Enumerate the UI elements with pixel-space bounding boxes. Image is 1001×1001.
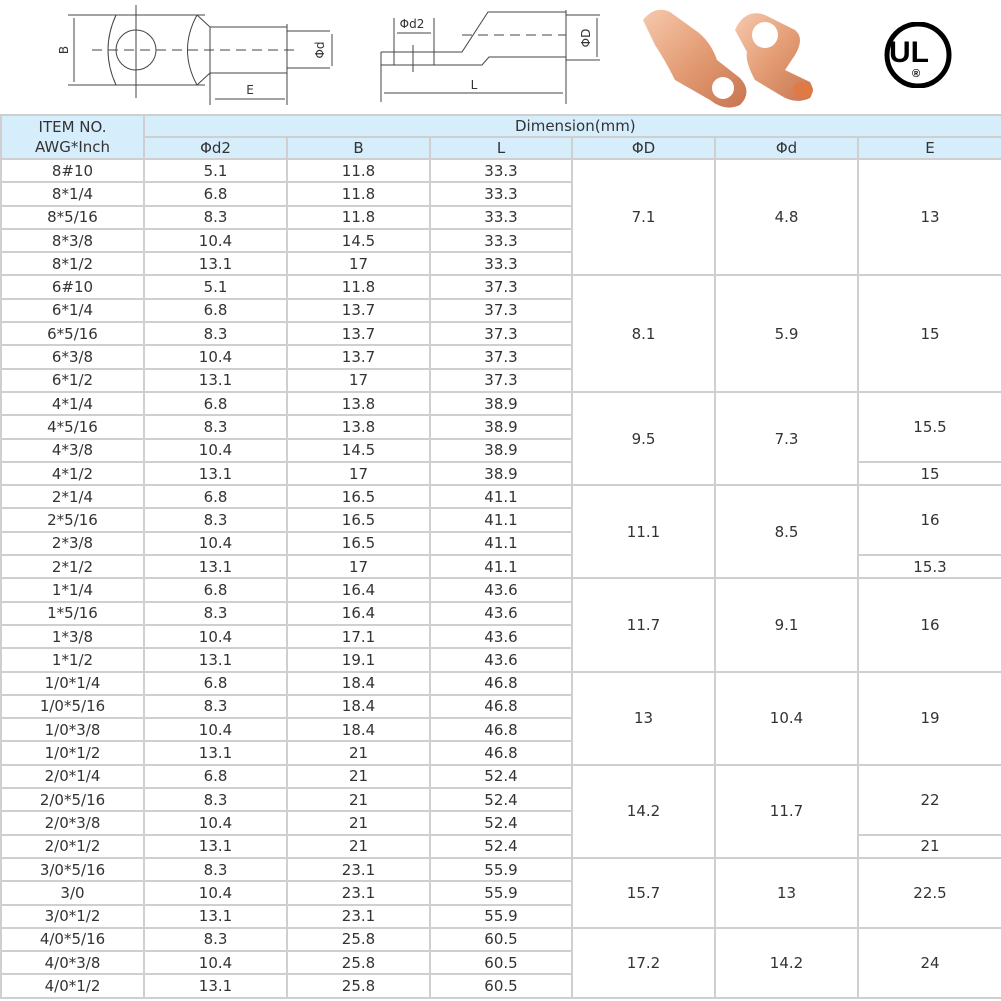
b-cell: 16.5 — [287, 508, 430, 531]
item-cell: 2/0*1/2 — [1, 835, 144, 858]
l-cell: 43.6 — [430, 602, 572, 625]
b-cell: 23.1 — [287, 881, 430, 904]
l-cell: 41.1 — [430, 555, 572, 578]
l-cell: 43.6 — [430, 625, 572, 648]
l-cell: 37.3 — [430, 345, 572, 368]
table-row — [1, 275, 1001, 298]
l-cell: 41.1 — [430, 485, 572, 508]
lug-top-view-diagram — [50, 5, 350, 105]
l-cell: 33.3 — [430, 159, 572, 182]
b-cell: 11.8 — [287, 182, 430, 205]
e-cell: 24 — [858, 928, 1001, 998]
l-cell: 37.3 — [430, 369, 572, 392]
b-cell: 25.8 — [287, 951, 430, 974]
b-cell: 25.8 — [287, 974, 430, 997]
label-phi-big-d: ΦD — [579, 28, 593, 48]
label-phi-d: Φd — [313, 41, 327, 59]
item-cell: 1*3/8 — [1, 625, 144, 648]
item-cell: 1*5/16 — [1, 602, 144, 625]
header-e: E — [858, 137, 1001, 159]
b-cell: 21 — [287, 811, 430, 834]
phi-d2-cell: 5.1 — [144, 275, 287, 298]
item-cell: 6*1/4 — [1, 299, 144, 322]
b-cell: 16.4 — [287, 578, 430, 601]
l-cell: 38.9 — [430, 392, 572, 415]
item-cell: 2*1/4 — [1, 485, 144, 508]
phi-d2-cell: 6.8 — [144, 392, 287, 415]
header-phi-big-d: ΦD — [572, 137, 715, 159]
phi-d2-cell: 10.4 — [144, 881, 287, 904]
l-cell: 60.5 — [430, 974, 572, 997]
phi-d-cell: 7.3 — [715, 392, 858, 485]
phi-d2-cell: 13.1 — [144, 369, 287, 392]
b-cell: 13.7 — [287, 345, 430, 368]
svg-text:®: ® — [911, 68, 921, 80]
item-cell: 8*1/4 — [1, 182, 144, 205]
item-cell: 3/0 — [1, 881, 144, 904]
l-cell: 43.6 — [430, 578, 572, 601]
l-cell: 52.4 — [430, 811, 572, 834]
svg-text:UL: UL — [889, 36, 929, 69]
item-cell: 2*5/16 — [1, 508, 144, 531]
phi-d-cell: 8.5 — [715, 485, 858, 578]
phi-d2-cell: 8.3 — [144, 206, 287, 229]
header-illustrations — [0, 0, 1001, 113]
header-phi-d2: Φd2 — [144, 137, 287, 159]
b-cell: 23.1 — [287, 858, 430, 881]
l-cell: 46.8 — [430, 695, 572, 718]
phi-d2-cell: 8.3 — [144, 928, 287, 951]
phi-big-d-cell: 8.1 — [572, 275, 715, 391]
l-cell: 60.5 — [430, 928, 572, 951]
b-cell: 18.4 — [287, 672, 430, 695]
phi-d-cell: 11.7 — [715, 765, 858, 858]
b-cell: 13.8 — [287, 415, 430, 438]
item-cell: 4*1/4 — [1, 392, 144, 415]
phi-d-cell: 13 — [715, 858, 858, 928]
e-cell: 13 — [858, 159, 1001, 275]
phi-d2-cell: 6.8 — [144, 182, 287, 205]
phi-d2-cell: 8.3 — [144, 858, 287, 881]
table-row — [1, 485, 1001, 508]
phi-big-d-cell: 11.7 — [572, 578, 715, 671]
phi-d2-cell: 6.8 — [144, 299, 287, 322]
ul-logo — [882, 22, 954, 88]
item-cell: 6*1/2 — [1, 369, 144, 392]
b-cell: 23.1 — [287, 905, 430, 928]
item-cell: 8#10 — [1, 159, 144, 182]
b-cell: 14.5 — [287, 439, 430, 462]
l-cell: 46.8 — [430, 741, 572, 764]
item-cell: 1/0*5/16 — [1, 695, 144, 718]
phi-d2-cell: 13.1 — [144, 835, 287, 858]
b-cell: 16.4 — [287, 602, 430, 625]
label-phi-d2: Φd2 — [399, 17, 425, 31]
l-cell: 37.3 — [430, 322, 572, 345]
phi-d2-cell: 13.1 — [144, 741, 287, 764]
l-cell: 37.3 — [430, 275, 572, 298]
lug-side-view-diagram — [370, 5, 610, 105]
phi-d2-cell: 13.1 — [144, 974, 287, 997]
b-cell: 14.5 — [287, 229, 430, 252]
phi-d2-cell: 10.4 — [144, 625, 287, 648]
item-cell: 1/0*1/2 — [1, 741, 144, 764]
phi-d2-cell: 8.3 — [144, 322, 287, 345]
label-l: L — [470, 78, 478, 92]
header-item-line2: AWG*Inch — [34, 138, 111, 156]
b-cell: 19.1 — [287, 648, 430, 671]
b-cell: 17 — [287, 369, 430, 392]
l-cell: 46.8 — [430, 672, 572, 695]
item-cell: 4*1/2 — [1, 462, 144, 485]
l-cell: 33.3 — [430, 206, 572, 229]
phi-big-d-cell: 14.2 — [572, 765, 715, 858]
header-item-no — [1, 115, 144, 159]
e-cell: 22 — [858, 765, 1001, 835]
item-cell: 2*1/2 — [1, 555, 144, 578]
phi-d2-cell: 10.4 — [144, 345, 287, 368]
phi-d2-cell: 8.3 — [144, 695, 287, 718]
e-cell: 15 — [858, 462, 1001, 485]
item-cell: 3/0*5/16 — [1, 858, 144, 881]
item-cell: 6*3/8 — [1, 345, 144, 368]
phi-d2-cell: 8.3 — [144, 415, 287, 438]
header-b: B — [287, 137, 430, 159]
l-cell: 52.4 — [430, 765, 572, 788]
b-cell: 16.5 — [287, 532, 430, 555]
header-phi-d: Φd — [715, 137, 858, 159]
label-b: B — [57, 45, 71, 55]
phi-d2-cell: 10.4 — [144, 811, 287, 834]
table-row — [1, 578, 1001, 601]
item-cell: 1/0*3/8 — [1, 718, 144, 741]
table-row — [1, 159, 1001, 182]
phi-big-d-cell: 15.7 — [572, 858, 715, 928]
dimension-table-container — [0, 114, 1001, 999]
phi-d-cell: 10.4 — [715, 672, 858, 765]
phi-d2-cell: 13.1 — [144, 555, 287, 578]
phi-d-cell: 4.8 — [715, 159, 858, 275]
table-row — [1, 765, 1001, 788]
item-cell: 2*3/8 — [1, 532, 144, 555]
item-cell: 4*5/16 — [1, 415, 144, 438]
table-row — [1, 858, 1001, 881]
phi-big-d-cell: 17.2 — [572, 928, 715, 998]
l-cell: 41.1 — [430, 508, 572, 531]
item-cell: 4/0*5/16 — [1, 928, 144, 951]
l-cell: 43.6 — [430, 648, 572, 671]
e-cell: 21 — [858, 835, 1001, 858]
b-cell: 17 — [287, 462, 430, 485]
phi-d2-cell: 13.1 — [144, 648, 287, 671]
item-cell: 1/0*1/4 — [1, 672, 144, 695]
b-cell: 16.5 — [287, 485, 430, 508]
b-cell: 17.1 — [287, 625, 430, 648]
phi-d2-cell: 6.8 — [144, 672, 287, 695]
item-cell: 4*3/8 — [1, 439, 144, 462]
l-cell: 60.5 — [430, 951, 572, 974]
table-row — [1, 392, 1001, 415]
b-cell: 21 — [287, 835, 430, 858]
b-cell: 18.4 — [287, 718, 430, 741]
e-cell: 19 — [858, 672, 1001, 765]
b-cell: 18.4 — [287, 695, 430, 718]
item-cell: 6*5/16 — [1, 322, 144, 345]
b-cell: 11.8 — [287, 275, 430, 298]
phi-d2-cell: 13.1 — [144, 905, 287, 928]
phi-d2-cell: 10.4 — [144, 951, 287, 974]
l-cell: 33.3 — [430, 182, 572, 205]
header-l: L — [430, 137, 572, 159]
b-cell: 11.8 — [287, 206, 430, 229]
item-cell: 4/0*1/2 — [1, 974, 144, 997]
l-cell: 38.9 — [430, 462, 572, 485]
e-cell: 15.3 — [858, 555, 1001, 578]
item-cell: 2/0*3/8 — [1, 811, 144, 834]
item-cell: 2/0*1/4 — [1, 765, 144, 788]
l-cell: 41.1 — [430, 532, 572, 555]
item-cell: 4/0*3/8 — [1, 951, 144, 974]
l-cell: 52.4 — [430, 788, 572, 811]
phi-d-cell: 9.1 — [715, 578, 858, 671]
table-row — [1, 928, 1001, 951]
phi-d2-cell: 5.1 — [144, 159, 287, 182]
table-row — [1, 672, 1001, 695]
l-cell: 55.9 — [430, 858, 572, 881]
b-cell: 21 — [287, 741, 430, 764]
phi-d2-cell: 6.8 — [144, 485, 287, 508]
header-dimension-group: Dimension(mm) — [144, 115, 1001, 137]
item-cell: 8*1/2 — [1, 252, 144, 275]
phi-d2-cell: 13.1 — [144, 462, 287, 485]
header-item-line1: ITEM NO. — [38, 118, 107, 136]
b-cell: 13.7 — [287, 299, 430, 322]
item-cell: 3/0*1/2 — [1, 905, 144, 928]
phi-d2-cell: 8.3 — [144, 602, 287, 625]
b-cell: 21 — [287, 788, 430, 811]
l-cell: 55.9 — [430, 905, 572, 928]
phi-d2-cell: 8.3 — [144, 788, 287, 811]
b-cell: 11.8 — [287, 159, 430, 182]
phi-d-cell: 5.9 — [715, 275, 858, 391]
l-cell: 37.3 — [430, 299, 572, 322]
dimension-table — [0, 114, 1001, 999]
phi-big-d-cell: 9.5 — [572, 392, 715, 485]
phi-big-d-cell: 13 — [572, 672, 715, 765]
item-cell: 8*5/16 — [1, 206, 144, 229]
b-cell: 17 — [287, 252, 430, 275]
phi-d2-cell: 6.8 — [144, 765, 287, 788]
phi-d2-cell: 13.1 — [144, 252, 287, 275]
e-cell: 16 — [858, 578, 1001, 671]
b-cell: 21 — [287, 765, 430, 788]
e-cell: 15 — [858, 275, 1001, 391]
label-e: E — [246, 83, 254, 97]
phi-d2-cell: 10.4 — [144, 439, 287, 462]
e-cell: 22.5 — [858, 858, 1001, 928]
e-cell: 16 — [858, 485, 1001, 555]
product-photo — [635, 0, 860, 110]
l-cell: 52.4 — [430, 835, 572, 858]
b-cell: 13.8 — [287, 392, 430, 415]
table-body — [1, 159, 1001, 998]
b-cell: 25.8 — [287, 928, 430, 951]
item-cell: 1*1/2 — [1, 648, 144, 671]
item-cell: 6#10 — [1, 275, 144, 298]
b-cell: 17 — [287, 555, 430, 578]
phi-d2-cell: 10.4 — [144, 718, 287, 741]
e-cell: 15.5 — [858, 392, 1001, 462]
l-cell: 33.3 — [430, 252, 572, 275]
l-cell: 38.9 — [430, 439, 572, 462]
l-cell: 33.3 — [430, 229, 572, 252]
phi-big-d-cell: 7.1 — [572, 159, 715, 275]
b-cell: 13.7 — [287, 322, 430, 345]
phi-d2-cell: 10.4 — [144, 229, 287, 252]
item-cell: 2/0*5/16 — [1, 788, 144, 811]
item-cell: 8*3/8 — [1, 229, 144, 252]
phi-d-cell: 14.2 — [715, 928, 858, 998]
phi-d2-cell: 8.3 — [144, 508, 287, 531]
phi-d2-cell: 10.4 — [144, 532, 287, 555]
item-cell: 1*1/4 — [1, 578, 144, 601]
phi-d2-cell: 6.8 — [144, 578, 287, 601]
l-cell: 46.8 — [430, 718, 572, 741]
l-cell: 55.9 — [430, 881, 572, 904]
phi-big-d-cell: 11.1 — [572, 485, 715, 578]
l-cell: 38.9 — [430, 415, 572, 438]
